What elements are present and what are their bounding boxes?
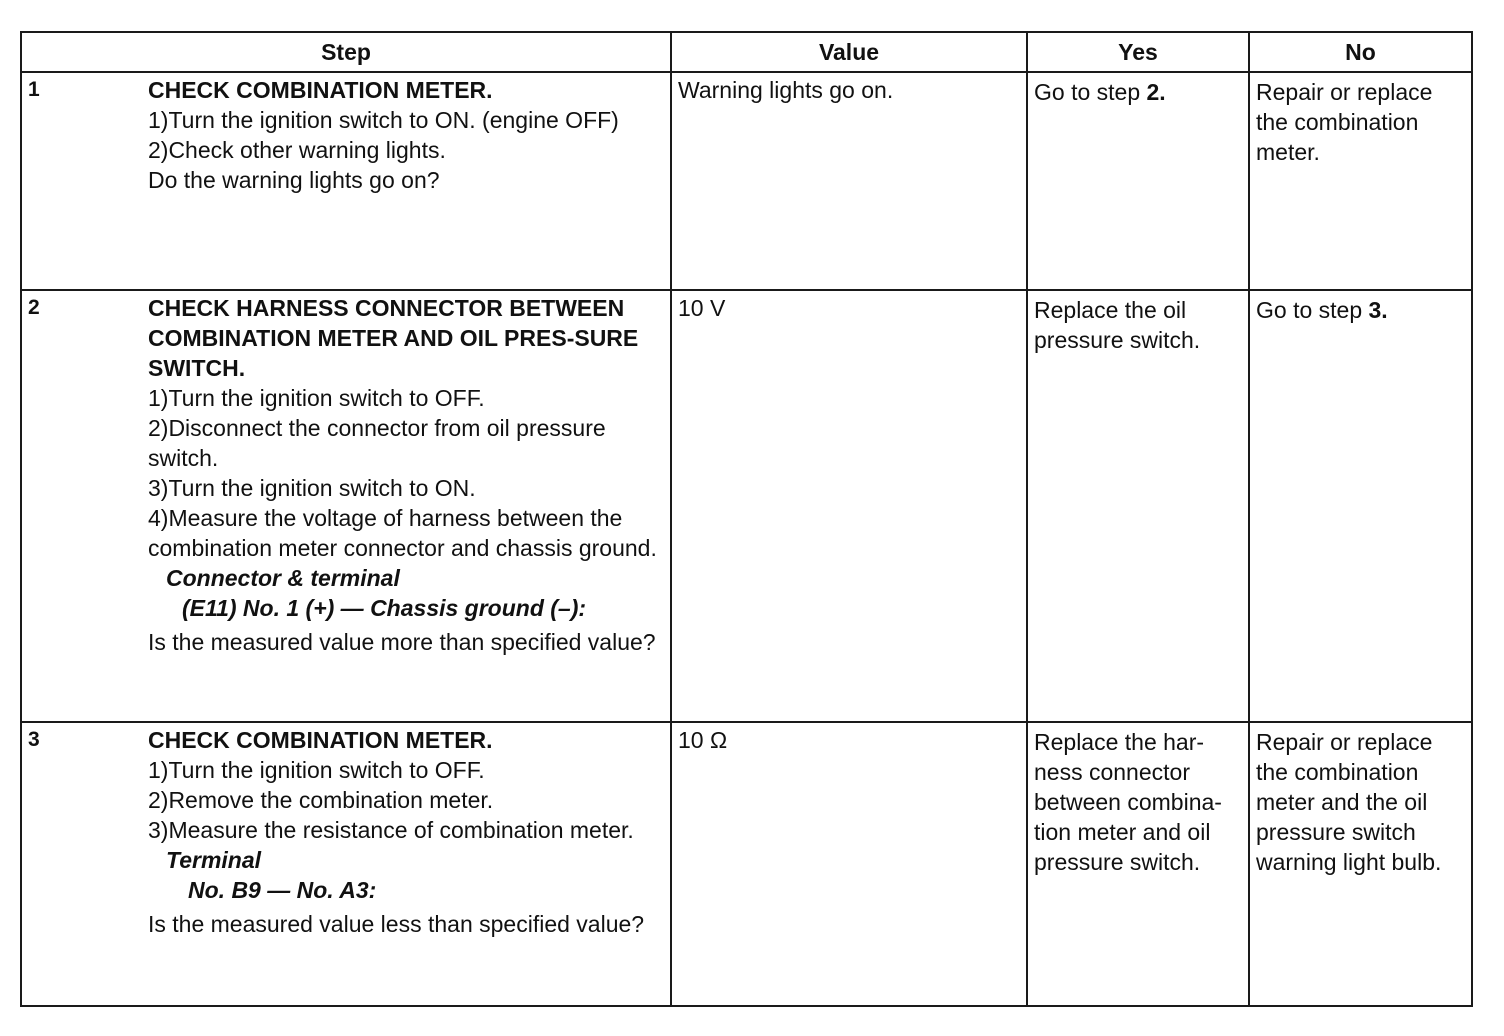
no-text: Go to step — [1256, 297, 1369, 323]
step-body — [22, 723, 670, 943]
step-question: Do the warning lights go on? — [148, 167, 440, 193]
step-body — [22, 73, 670, 199]
step-instruction: 2)Check other warning lights. — [148, 137, 446, 163]
spec-label: Connector & terminal — [166, 565, 400, 591]
value-text: 10 V — [678, 295, 726, 321]
step-number: 3 — [28, 728, 40, 751]
yes-text: Replace the har-ness connector between combina-tion meter and oil pressure switch. — [1034, 729, 1222, 875]
value-cell — [671, 722, 1027, 1006]
spec-value: (E11) No. 1 (+) — Chassis ground (–): — [182, 595, 587, 621]
step-instruction: 2)Disconnect the connector from oil pressure switch. — [148, 415, 606, 471]
table-row — [21, 290, 1472, 722]
step-cell — [21, 72, 671, 290]
table-row — [21, 72, 1472, 290]
step-instruction: 3)Turn the ignition switch to ON. — [148, 475, 476, 501]
step-title: CHECK HARNESS CONNECTOR BETWEEN COMBINATION METER AND OIL PRES-SURE SWITCH. — [148, 295, 639, 381]
no-text: Repair or replace the combination meter. — [1256, 79, 1433, 165]
step-cell — [21, 722, 671, 1006]
value-text: Warning lights go on. — [678, 77, 894, 103]
step-number: 1 — [28, 78, 40, 101]
table-row — [21, 722, 1472, 1006]
no-text: Repair or replace the combination meter and the oil pressure switch warning light bulb. — [1256, 729, 1442, 875]
no-cell — [1249, 722, 1472, 1006]
step-instruction: 3)Measure the resistance of combination meter. — [148, 817, 634, 843]
header-step: Step — [21, 32, 671, 72]
yes-text: Replace the oil pressure switch. — [1034, 297, 1201, 353]
header-value: Value — [671, 32, 1027, 72]
step-instruction: 2)Remove the combination meter. — [148, 787, 494, 813]
step-instruction: 1)Turn the ignition switch to ON. (engine OFF) — [148, 107, 619, 133]
step-cell — [21, 290, 671, 722]
step-instruction: 1)Turn the ignition switch to OFF. — [148, 385, 485, 411]
diagnostic-table — [20, 31, 1473, 1007]
step-instruction: 4)Measure the voltage of harness between the combination meter connector and chassis ground. — [148, 505, 657, 561]
no-step-ref: 3. — [1368, 297, 1388, 323]
spec-value: No. B9 — No. A3: — [188, 877, 377, 903]
yes-cell — [1027, 722, 1249, 1006]
header-no: No — [1249, 32, 1472, 72]
yes-step-ref: 2. — [1146, 79, 1166, 105]
step-number: 2 — [28, 296, 40, 319]
yes-cell — [1027, 72, 1249, 290]
step-body — [22, 291, 670, 661]
step-instruction: 1)Turn the ignition switch to OFF. — [148, 757, 485, 783]
header-yes: Yes — [1027, 32, 1249, 72]
step-question: Is the measured value more than specified value? — [148, 629, 656, 655]
no-cell — [1249, 72, 1472, 290]
no-cell — [1249, 290, 1472, 722]
value-cell — [671, 72, 1027, 290]
yes-text: Go to step — [1034, 79, 1147, 105]
value-text: 10 Ω — [678, 727, 728, 753]
yes-cell — [1027, 290, 1249, 722]
step-question: Is the measured value less than specified value? — [148, 911, 645, 937]
step-title: CHECK COMBINATION METER. — [148, 77, 493, 103]
step-title: CHECK COMBINATION METER. — [148, 727, 493, 753]
spec-label: Terminal — [166, 847, 262, 873]
header-row — [21, 32, 1472, 72]
value-cell — [671, 290, 1027, 722]
